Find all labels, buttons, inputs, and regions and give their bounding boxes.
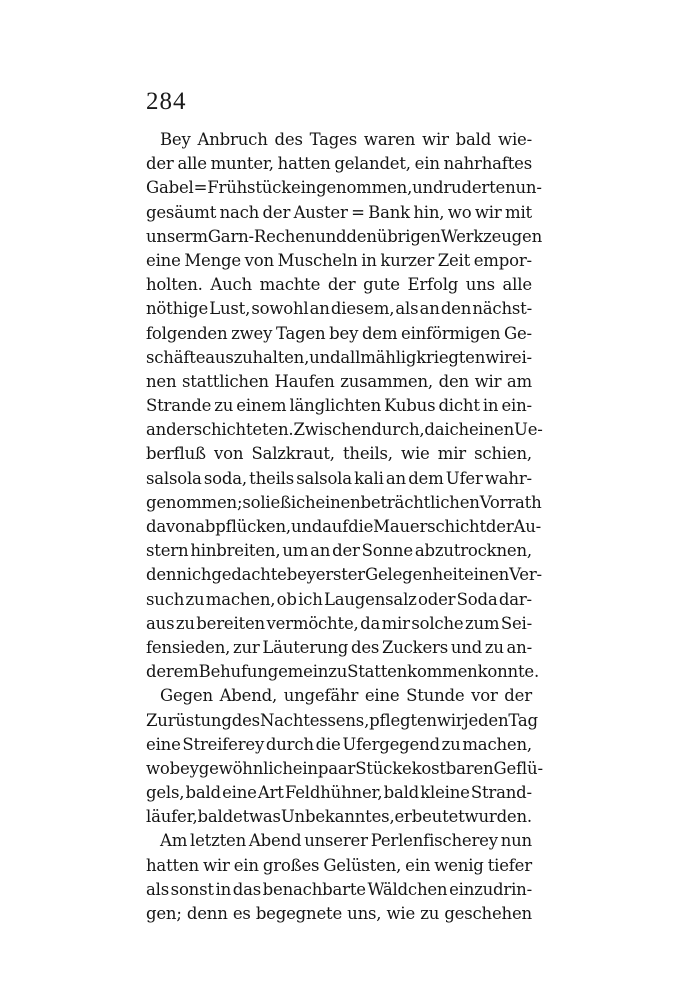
text-line: Strande zu einem länglichten Kubus dicht in ein- [146,396,532,416]
text-line: salsola soda, theils salsola kali an dem Ufer wahr- [146,468,532,488]
text-line: berfluß von Salzkraut, theils, wie mir schien, [146,444,532,464]
text-line: der alle munter, hatten gelandet, ein nahrhaftes [146,154,532,174]
text-line: gesäumt nach der Auster = Bank hin, wo wir mit [146,202,532,222]
text-line: gels, bald eine Art Feldhühner, bald kleine Strand- [146,783,532,803]
text-line: schäfte auszuhalten, und allmählig kriegten wir ei- [146,347,532,367]
text-line: Gabel = Frühstück eingenommen, und ruderten un- [146,178,542,198]
text-line: eine Streiferey durch die Ufergegend zu machen, [146,734,532,754]
text-line: Bey Anbruch des Tages waren wir bald wie- [160,130,532,149]
text-line: stern hinbreiten, um an der Sonne abzutrocknen, [146,541,532,561]
text-line: Gegen Abend, ungefähr eine Stunde vor der [160,686,532,706]
text-line: genommen; so ließ ich einen beträchtlichen Vorrath [146,492,542,512]
text-line: läufer, bald etwas Unbekanntes, erbeutet wurden. [146,807,532,827]
text-line: Zurüstung des Nachtessens, pflegten wir jeden Tag [146,710,538,730]
text-line: denn ich gedachte bey erster Gelegenheit einen Ver- [146,565,542,585]
text-line: such zu machen, ob ich Laugensalz oder Soda dar- [146,589,532,609]
text-line: als sonst in das benachbarte Wäldchen einzudrin- [146,879,532,899]
text-line: fensieden, zur Läuterung des Zuckers und zu an- [146,637,532,657]
text-line: nen stattlichen Haufen zusammen, den wir am [146,371,532,391]
body-text [146,128,543,926]
text-line: aus zu bereiten vermöchte, da mir solche zum Sei- [146,613,532,633]
text-line: wobey gewöhnlich ein paar Stücke kostbaren Geflü- [146,758,543,778]
text-line: folgenden zwey Tagen bey dem einförmigen Ge- [146,323,532,343]
text-line: hatten wir ein großes Gelüsten, ein wenig tiefer [146,855,532,875]
text-line: nöthige Lust, sowohl an diesem, als an den nächst- [146,299,532,319]
text-line: gen; denn es begegnete uns, wie zu geschehen [146,904,532,923]
text-line: davon abpflücken, und auf die Mauerschicht der Au- [146,517,542,536]
page-number: 284 [146,88,187,115]
text-line: unserm Garn-Rechen und den übrigen Werkzeugen [146,226,542,246]
text-line: eine Menge von Muscheln in kurzer Zeit empor- [146,250,532,270]
text-line: holten. Auch machte der gute Erfolg uns alle [146,275,532,295]
text-line: Am letzten Abend unserer Perlenfischerey nun [160,831,532,851]
text-line: ander schichteten. Zwischendurch, da ich einen Ue- [146,420,543,440]
text-line: derem Behuf ungemein zu Statten kommen konnte. [146,662,540,682]
